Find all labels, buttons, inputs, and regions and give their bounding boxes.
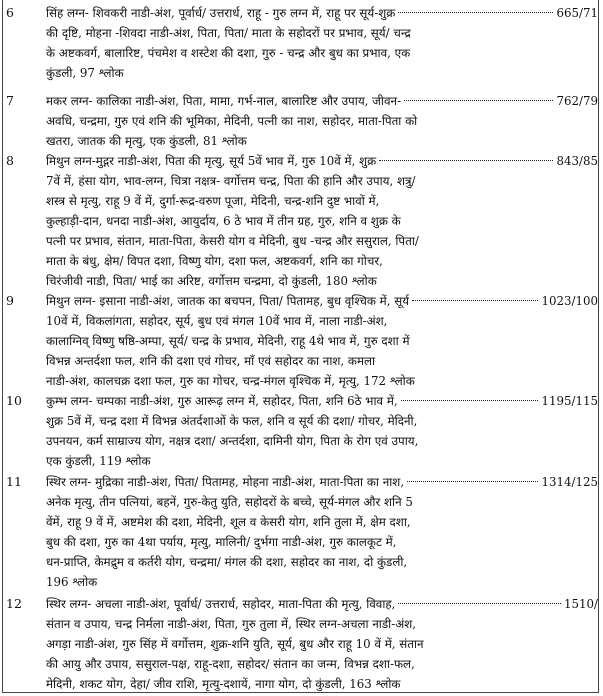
entry-line bbox=[46, 552, 598, 572]
entry-description bbox=[46, 291, 598, 391]
entry-number: 9 bbox=[6, 293, 14, 308]
entry-number: 6 bbox=[6, 5, 14, 20]
entry-title-text: मकर लग्न- कालिका नाडी-अंश, पिता, मामा, गर्भ-नाल, बालारिष्ट और उपाय, जीवन- bbox=[46, 94, 402, 108]
entry-line bbox=[46, 512, 598, 532]
entry-line bbox=[46, 131, 598, 151]
entry-line bbox=[46, 532, 598, 552]
entry-line-text: 7वें में, हंसा योग, भाव-लग्न, चित्रा नक्षत्र- वर्गोत्तम चन्द्र, पिता की हानि और उपाय, शत्रु/ bbox=[46, 174, 416, 188]
entry-line-text: वेंमें, राहू 9 वें में, अष्टमेश की दशा, मेदिनी, शूल व केसरी योग, शनि तुला में, क्षेम दशा, bbox=[46, 515, 411, 529]
entry-first-line bbox=[46, 291, 598, 311]
entry-description bbox=[46, 472, 598, 592]
entry-first-line bbox=[46, 472, 598, 492]
entry-line-text: मेदिनी, शकट योग, देहा/ जीव राशि, मृत्यु-दशायें, नागा योग, दो कुंडली, 163 श्लोक bbox=[46, 677, 401, 691]
page-number: 1510/ bbox=[564, 597, 598, 611]
entry-first-line bbox=[46, 91, 598, 111]
entry-line bbox=[46, 411, 598, 431]
entry-first-line bbox=[46, 391, 598, 411]
entry-description bbox=[46, 151, 598, 291]
entry-line bbox=[46, 63, 598, 83]
entry-description bbox=[46, 594, 598, 694]
entry-line-text: बुध की दशा, गुरु का 4था पर्याय, मृत्यु, मालिनी/ दुर्भगा नाडी-अंश, गुरु कालकूट में, bbox=[46, 535, 397, 549]
entry-description bbox=[46, 91, 598, 151]
entry-line-text: एक कुंडली, 119 श्लोक bbox=[46, 454, 151, 468]
entry-first-line bbox=[46, 151, 598, 171]
entry-line-text: कुल्हाड़ी-दान, धनदा नाडी-अंश, आयुर्दाय, 6 ठे भाव में तीन ग्रह, गुरु, शनि व शुक्र के bbox=[46, 214, 401, 228]
entry-line bbox=[46, 634, 598, 654]
entry-line bbox=[46, 492, 598, 512]
entry-line bbox=[46, 211, 598, 231]
entry-line bbox=[46, 331, 598, 351]
entry-title-text: मिथुन लग्न-मुद्गर नाडी-अंश, पिता की मृत्यु, सूर्य 5वें भाव में, गुरु 10वें में, शुक्र bbox=[46, 154, 377, 168]
entry-line-text: माता के बंधु, क्षेम/ विपत दशा, विष्णु योग, दशा फल, अष्टकवर्ग, शनि का गोचर, bbox=[46, 254, 383, 268]
entry-number: 11 bbox=[6, 474, 22, 489]
entry-line bbox=[46, 251, 598, 271]
entry-line bbox=[46, 614, 598, 634]
entry-line bbox=[46, 431, 598, 451]
page-number: 843/85 bbox=[556, 154, 598, 168]
entry-title-text: कुम्भ लग्न- चम्पका नाडी-अंश, गुरु आरूढ़ लग्न में, सहोदर, पिता, शनि 6ठे भाव में, bbox=[46, 394, 398, 408]
page-number: 762/79 bbox=[556, 94, 598, 108]
entry-number: 8 bbox=[6, 153, 14, 168]
entry-line-text: अवधि, चन्द्रमा, गुरु एवं शनि की भूमिका, मेदिनी, पत्नी का नाश, सहोदर, माता-पिता को bbox=[46, 114, 418, 128]
entry-line bbox=[46, 311, 598, 331]
entry-line bbox=[46, 43, 598, 63]
entry-line bbox=[46, 23, 598, 43]
entry-number: 10 bbox=[6, 393, 22, 408]
dot-leader bbox=[398, 12, 553, 13]
entry-line bbox=[46, 572, 598, 592]
entry-line bbox=[46, 191, 598, 211]
entry-line-text: नाडी-अंश, कालचक्र दशा फल, गुरु का गोचर, चन्द्र-मंगल वृश्चिक में, मृत्यु, 172 श्लोक bbox=[46, 374, 415, 388]
entry-line-text: 10वें में, विकलांगता, सहोदर, सूर्य, बुध एवं मंगल 10वें भाव में, नाला नाडी-अंश, bbox=[46, 314, 388, 328]
entry-line-text: की आयु और उपाय, ससुराल-पक्ष, राहू-दशा, सहोदर/ संतान का जन्म, विभन्न दशा-फल, bbox=[46, 657, 415, 671]
entry-line-text: के अष्टकवर्ग, बालारिष्ट, पंचमेश व शस्टेश की दशा, गुरु - चन्द्र और बुध का प्रभाव, एक bbox=[46, 46, 411, 60]
entry-line-text: धन-प्राप्ति, केमद्रुम व कर्तरी योग, चन्द्रमा/ मंगल की दशा, सहोदर का नाश, दो कुंडली, bbox=[46, 555, 408, 569]
page-number: 1195/115 bbox=[541, 394, 598, 408]
entry-line-text: कालाग्निव् विष्णु षष्ठि-अम्पा, सूर्य/ चन्द्र के प्रभाव, मेदिनी, राहू 4थे भाव में, गुरु दशा में bbox=[46, 334, 410, 348]
entry-line-text: की दृष्टि, मोहना -शिवदा नाडी-अंश, पिता, पिता/ माता के सहोदरों पर प्रभाव, सूर्य/ चन्द्र bbox=[46, 26, 411, 40]
entry-line-text: विभन्न अन्तर्दशा फल, शनि की दशा एवं गोचर, माँ एवं सहोदर का नाश, कमला bbox=[46, 354, 376, 368]
entry-line bbox=[46, 371, 598, 391]
entry-line bbox=[46, 271, 598, 291]
entry-number: 12 bbox=[6, 596, 22, 611]
entry-line-text: खतरा, जातक की मृत्यु, एक कुंडली, 81 श्लोक bbox=[46, 134, 247, 148]
entry-line-text: उपनयन, कर्म साम्राज्य योग, नक्षत्र दशा/ अन्तर्दशा, दामिनी योग, पिता के रोग एवं उपाय, bbox=[46, 434, 419, 448]
entry-line bbox=[46, 351, 598, 371]
entry-line bbox=[46, 111, 598, 131]
entry-line bbox=[46, 231, 598, 251]
dot-leader bbox=[401, 400, 539, 401]
entry-line-text: शुक्र 5वें में, चन्द्र दशा में विभन्न अंतर्दशाओं के फल, शनि व सूर्य की दशा/ गोचर, मेदिनी, bbox=[46, 414, 418, 428]
dot-leader bbox=[404, 100, 553, 101]
entry-line bbox=[46, 451, 598, 471]
entry-first-line bbox=[46, 594, 598, 614]
page-number: 1314/125 bbox=[541, 475, 598, 489]
dot-leader bbox=[407, 481, 538, 482]
entry-line bbox=[46, 674, 598, 694]
page-number: 1023/100 bbox=[541, 294, 598, 308]
entry-line-text: अगड़ा नाडी-अंश, गुरु सिंह में वर्गोत्तम, शुक्र-शनि युति, सूर्य, बुध और राहू 10 वें में, संतान bbox=[46, 637, 424, 651]
entry-title-text: स्थिर लग्न- मुद्रिका नाडी-अंश, पिता/ पितामह, मोहना नाडी-अंश, माता-पिता का नाश, bbox=[46, 475, 405, 489]
entry-line bbox=[46, 654, 598, 674]
entry-title-text: मिथुन लग्न- इसाना नाडी-अंश, जातक का बचपन, पिता/ पितामह, बुध वृश्चिक में, सूर्य bbox=[46, 294, 410, 308]
entry-number: 7 bbox=[6, 93, 14, 108]
entry-line-text: चिरंजीवी नाडी, पिता/ भाई का अरिष्ट, वर्गोत्तम चन्द्रमा, दो कुंडली, 180 श्लोक bbox=[46, 274, 377, 288]
entry-first-line bbox=[46, 3, 598, 23]
entry-line-text: अनेक मृत्यु, तीन पत्नियां, बहनें, गुरु-केतु युति, सहोदरों के बच्चे, सूर्य-मंगल और शनि 5 bbox=[46, 495, 413, 509]
dot-leader bbox=[379, 160, 553, 161]
page-number: 665/71 bbox=[556, 6, 598, 20]
entry-description bbox=[46, 3, 598, 83]
entry-line-text: पत्नी पर प्रभाव, संतान, माता-पिता, केसरी योग व मेदिनी, बुध -चन्द्र और ससुराल, पिता/ bbox=[46, 234, 419, 248]
entry-line-text: 196 श्लोक bbox=[46, 575, 98, 589]
entry-title-text: स्थिर लग्न- अचला नाडी-अंश, पूर्वार्ध/ उत्तरार्ध, सहोदर, माता-पिता की मृत्यु, विवाह, bbox=[46, 597, 396, 611]
entry-line-text: संतान व उपाय, चन्द्र निर्मला नाडी-अंश, पिता, गुरु तुला में, स्थिर लग्न-अचला नाडी-अंश, bbox=[46, 617, 417, 631]
dot-leader bbox=[398, 603, 561, 604]
entry-line bbox=[46, 171, 598, 191]
dot-leader bbox=[412, 300, 538, 301]
entry-line-text: कुंडली, 97 श्लोक bbox=[46, 66, 124, 80]
entry-description bbox=[46, 391, 598, 471]
entry-line-text: शस्त्र से मृत्यु, राहू 9 वें में, दुर्गा-रूद्र-वरुण पूजा, मेदिनी, चन्द्र-शनि दुष्ट भावों में, bbox=[46, 194, 380, 208]
entry-title-text: सिंह लग्न- शिवकरी नाडी-अंश, पूर्वार्ध/ उत्तरार्ध, राहू - गुरु लग्न में, राहू पर सूर्य-शुक्र bbox=[46, 6, 396, 20]
